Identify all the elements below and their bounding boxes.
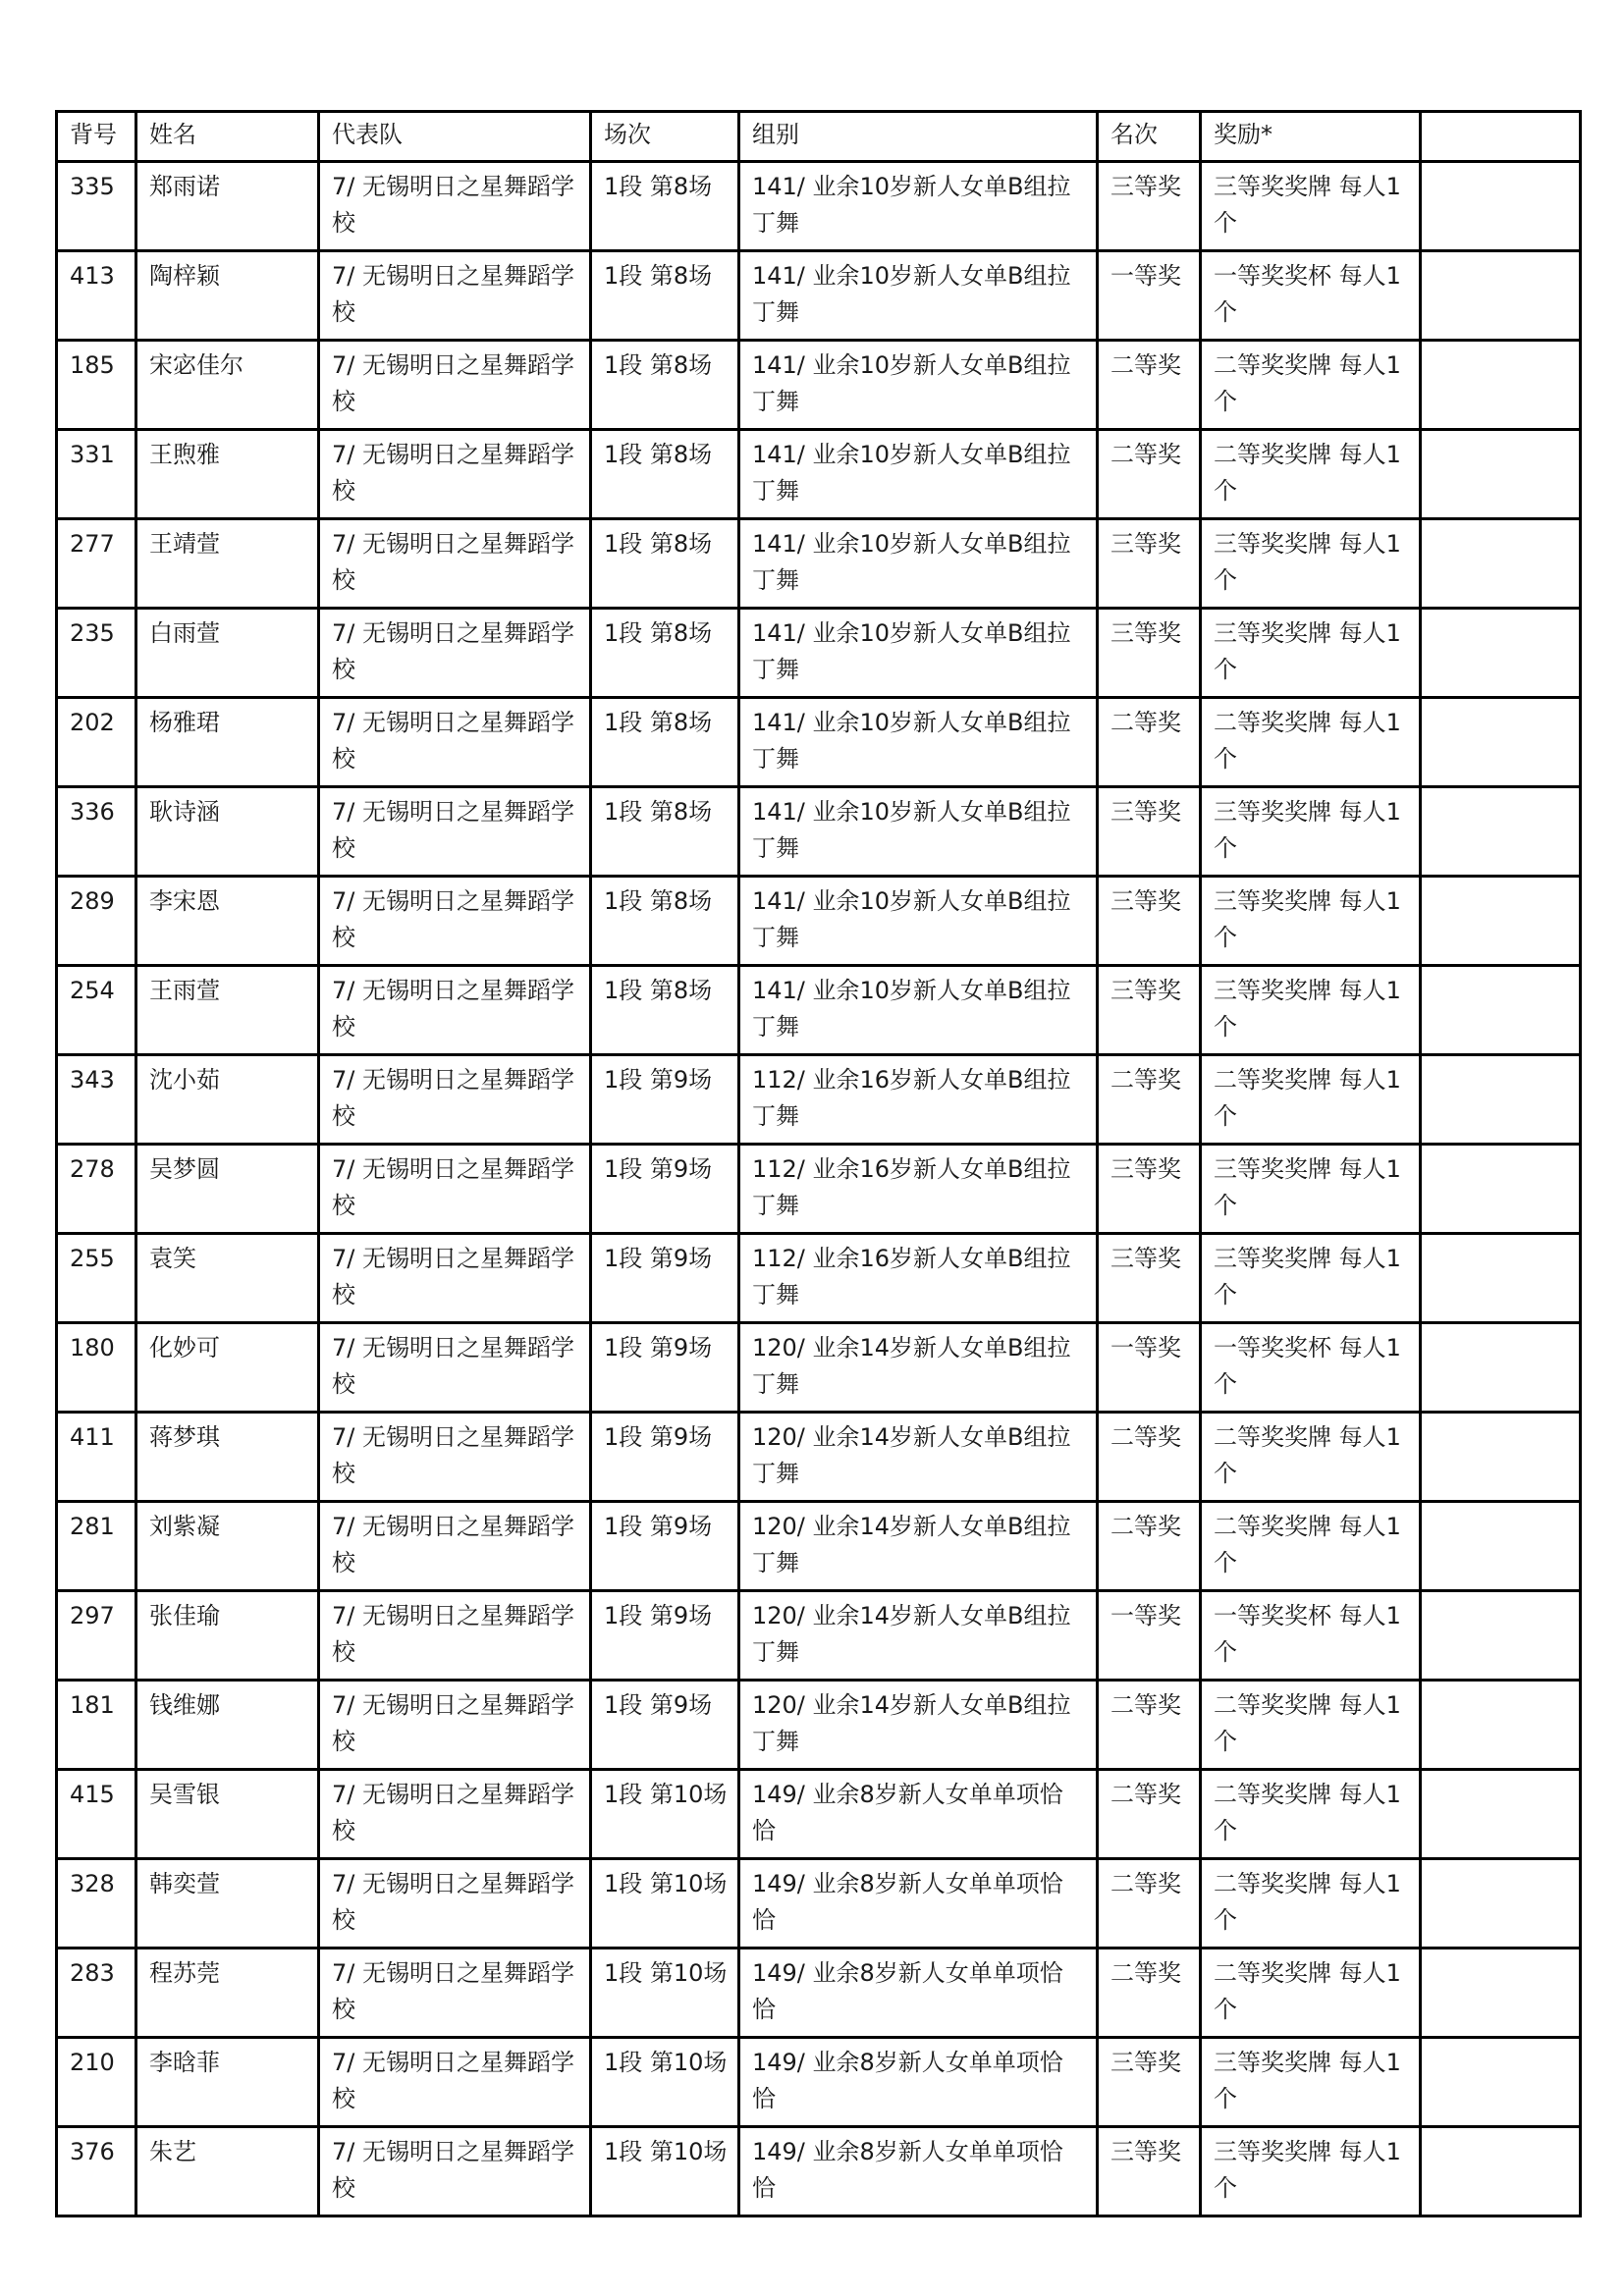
award-cell: 三等奖奖牌 每人1个	[1201, 519, 1421, 609]
name-cell: 李晗菲	[136, 2038, 319, 2127]
table-row	[57, 430, 1581, 519]
name-cell: 钱维娜	[136, 1681, 319, 1770]
team-cell: 7/ 无锡明日之星舞蹈学校	[319, 1413, 591, 1502]
session-cell: 1段 第9场	[591, 1502, 739, 1591]
session-cell: 1段 第10场	[591, 1770, 739, 1859]
group-cell: 141/ 业余10岁新人女单B组拉丁舞	[739, 698, 1098, 787]
team-cell: 7/ 无锡明日之星舞蹈学校	[319, 1234, 591, 1323]
blank-cell	[1421, 430, 1581, 519]
blank-cell	[1421, 1681, 1581, 1770]
award-cell: 二等奖奖牌 每人1个	[1201, 698, 1421, 787]
blank-cell	[1421, 1949, 1581, 2038]
team-cell: 7/ 无锡明日之星舞蹈学校	[319, 2127, 591, 2216]
name-cell: 王雨萱	[136, 966, 319, 1055]
bib-cell: 336	[57, 787, 136, 877]
name-cell: 王煦雅	[136, 430, 319, 519]
award-cell: 一等奖奖杯 每人1个	[1201, 251, 1421, 341]
bib-cell: 235	[57, 609, 136, 698]
session-cell: 1段 第9场	[591, 1145, 739, 1234]
bib-cell: 376	[57, 2127, 136, 2216]
team-cell: 7/ 无锡明日之星舞蹈学校	[319, 877, 591, 966]
table-row	[57, 1591, 1581, 1681]
session-cell: 1段 第10场	[591, 1859, 739, 1949]
results-table	[55, 110, 1582, 2217]
blank-cell	[1421, 519, 1581, 609]
group-cell: 141/ 业余10岁新人女单B组拉丁舞	[739, 341, 1098, 430]
session-cell: 1段 第10场	[591, 2038, 739, 2127]
team-cell: 7/ 无锡明日之星舞蹈学校	[319, 1591, 591, 1681]
rank-cell: 二等奖	[1098, 1681, 1201, 1770]
award-cell: 二等奖奖牌 每人1个	[1201, 341, 1421, 430]
table-row	[57, 162, 1581, 251]
name-cell: 耿诗涵	[136, 787, 319, 877]
group-cell: 149/ 业余8岁新人女单单项恰恰	[739, 1949, 1098, 2038]
table-row	[57, 1413, 1581, 1502]
team-cell: 7/ 无锡明日之星舞蹈学校	[319, 698, 591, 787]
table-row	[57, 251, 1581, 341]
bib-cell: 411	[57, 1413, 136, 1502]
group-cell: 141/ 业余10岁新人女单B组拉丁舞	[739, 877, 1098, 966]
bib-cell: 255	[57, 1234, 136, 1323]
team-cell: 7/ 无锡明日之星舞蹈学校	[319, 519, 591, 609]
table-row	[57, 1502, 1581, 1591]
rank-cell: 一等奖	[1098, 1591, 1201, 1681]
team-cell: 7/ 无锡明日之星舞蹈学校	[319, 1681, 591, 1770]
group-cell: 112/ 业余16岁新人女单B组拉丁舞	[739, 1145, 1098, 1234]
group-cell: 112/ 业余16岁新人女单B组拉丁舞	[739, 1234, 1098, 1323]
table-row	[57, 1770, 1581, 1859]
team-cell: 7/ 无锡明日之星舞蹈学校	[319, 1949, 591, 2038]
award-cell: 三等奖奖牌 每人1个	[1201, 966, 1421, 1055]
blank-cell	[1421, 162, 1581, 251]
blank-cell	[1421, 1502, 1581, 1591]
name-cell: 陶梓颖	[136, 251, 319, 341]
award-cell: 三等奖奖牌 每人1个	[1201, 787, 1421, 877]
blank-cell	[1421, 787, 1581, 877]
rank-cell: 三等奖	[1098, 966, 1201, 1055]
award-cell: 三等奖奖牌 每人1个	[1201, 609, 1421, 698]
rank-cell: 三等奖	[1098, 519, 1201, 609]
award-cell: 二等奖奖牌 每人1个	[1201, 1413, 1421, 1502]
name-cell: 张佳瑜	[136, 1591, 319, 1681]
rank-cell: 二等奖	[1098, 698, 1201, 787]
table-row	[57, 1949, 1581, 2038]
bib-cell: 278	[57, 1145, 136, 1234]
name-cell: 李宋恩	[136, 877, 319, 966]
bib-cell: 185	[57, 341, 136, 430]
award-cell: 二等奖奖牌 每人1个	[1201, 1502, 1421, 1591]
name-cell: 化妙可	[136, 1323, 319, 1413]
blank-cell	[1421, 251, 1581, 341]
table-row	[57, 1681, 1581, 1770]
name-cell: 宋宓佳尔	[136, 341, 319, 430]
group-cell: 141/ 业余10岁新人女单B组拉丁舞	[739, 609, 1098, 698]
header-rank: 名次	[1098, 112, 1201, 162]
bib-cell: 283	[57, 1949, 136, 2038]
rank-cell: 三等奖	[1098, 2127, 1201, 2216]
blank-cell	[1421, 1591, 1581, 1681]
table-row	[57, 2038, 1581, 2127]
blank-cell	[1421, 1859, 1581, 1949]
name-cell: 吴梦圆	[136, 1145, 319, 1234]
rank-cell: 一等奖	[1098, 251, 1201, 341]
blank-cell	[1421, 1770, 1581, 1859]
group-cell: 120/ 业余14岁新人女单B组拉丁舞	[739, 1591, 1098, 1681]
rank-cell: 二等奖	[1098, 1949, 1201, 2038]
bib-cell: 281	[57, 1502, 136, 1591]
table-row	[57, 519, 1581, 609]
rank-cell: 二等奖	[1098, 1859, 1201, 1949]
bib-cell: 254	[57, 966, 136, 1055]
rank-cell: 三等奖	[1098, 1234, 1201, 1323]
session-cell: 1段 第9场	[591, 1234, 739, 1323]
session-cell: 1段 第8场	[591, 609, 739, 698]
team-cell: 7/ 无锡明日之星舞蹈学校	[319, 1859, 591, 1949]
team-cell: 7/ 无锡明日之星舞蹈学校	[319, 1323, 591, 1413]
table-row	[57, 787, 1581, 877]
bib-cell: 413	[57, 251, 136, 341]
rank-cell: 三等奖	[1098, 162, 1201, 251]
table-body	[57, 162, 1581, 2216]
table-row	[57, 609, 1581, 698]
blank-cell	[1421, 1234, 1581, 1323]
name-cell: 袁笑	[136, 1234, 319, 1323]
award-cell: 二等奖奖牌 每人1个	[1201, 1681, 1421, 1770]
group-cell: 149/ 业余8岁新人女单单项恰恰	[739, 1770, 1098, 1859]
rank-cell: 三等奖	[1098, 787, 1201, 877]
header-row	[57, 112, 1581, 162]
award-cell: 二等奖奖牌 每人1个	[1201, 430, 1421, 519]
header-bib: 背号	[57, 112, 136, 162]
table-row	[57, 1859, 1581, 1949]
team-cell: 7/ 无锡明日之星舞蹈学校	[319, 430, 591, 519]
name-cell: 刘紫凝	[136, 1502, 319, 1591]
award-cell: 二等奖奖牌 每人1个	[1201, 1949, 1421, 2038]
bib-cell: 277	[57, 519, 136, 609]
award-cell: 三等奖奖牌 每人1个	[1201, 877, 1421, 966]
header-session: 场次	[591, 112, 739, 162]
bib-cell: 181	[57, 1681, 136, 1770]
session-cell: 1段 第8场	[591, 519, 739, 609]
table-row	[57, 1145, 1581, 1234]
award-cell: 三等奖奖牌 每人1个	[1201, 162, 1421, 251]
team-cell: 7/ 无锡明日之星舞蹈学校	[319, 609, 591, 698]
group-cell: 141/ 业余10岁新人女单B组拉丁舞	[739, 787, 1098, 877]
blank-cell	[1421, 609, 1581, 698]
team-cell: 7/ 无锡明日之星舞蹈学校	[319, 251, 591, 341]
award-cell: 二等奖奖牌 每人1个	[1201, 1770, 1421, 1859]
rank-cell: 二等奖	[1098, 1502, 1201, 1591]
table-row	[57, 341, 1581, 430]
rank-cell: 二等奖	[1098, 1413, 1201, 1502]
bib-cell: 415	[57, 1770, 136, 1859]
bib-cell: 202	[57, 698, 136, 787]
team-cell: 7/ 无锡明日之星舞蹈学校	[319, 341, 591, 430]
group-cell: 120/ 业余14岁新人女单B组拉丁舞	[739, 1413, 1098, 1502]
blank-cell	[1421, 1323, 1581, 1413]
session-cell: 1段 第10场	[591, 2127, 739, 2216]
award-cell: 一等奖奖杯 每人1个	[1201, 1323, 1421, 1413]
bib-cell: 210	[57, 2038, 136, 2127]
table-row	[57, 2127, 1581, 2216]
session-cell: 1段 第8场	[591, 698, 739, 787]
team-cell: 7/ 无锡明日之星舞蹈学校	[319, 1770, 591, 1859]
award-cell: 三等奖奖牌 每人1个	[1201, 1145, 1421, 1234]
header-award: 奖励*	[1201, 112, 1421, 162]
blank-cell	[1421, 2127, 1581, 2216]
session-cell: 1段 第9场	[591, 1681, 739, 1770]
team-cell: 7/ 无锡明日之星舞蹈学校	[319, 1145, 591, 1234]
award-cell: 三等奖奖牌 每人1个	[1201, 1234, 1421, 1323]
session-cell: 1段 第8场	[591, 966, 739, 1055]
session-cell: 1段 第9场	[591, 1591, 739, 1681]
session-cell: 1段 第9场	[591, 1323, 739, 1413]
session-cell: 1段 第9场	[591, 1055, 739, 1145]
award-cell: 二等奖奖牌 每人1个	[1201, 1055, 1421, 1145]
table-row	[57, 1055, 1581, 1145]
bib-cell: 335	[57, 162, 136, 251]
team-cell: 7/ 无锡明日之星舞蹈学校	[319, 2038, 591, 2127]
bib-cell: 180	[57, 1323, 136, 1413]
rank-cell: 三等奖	[1098, 1145, 1201, 1234]
team-cell: 7/ 无锡明日之星舞蹈学校	[319, 966, 591, 1055]
name-cell: 韩奕萱	[136, 1859, 319, 1949]
group-cell: 112/ 业余16岁新人女单B组拉丁舞	[739, 1055, 1098, 1145]
team-cell: 7/ 无锡明日之星舞蹈学校	[319, 1055, 591, 1145]
blank-cell	[1421, 877, 1581, 966]
blank-cell	[1421, 1055, 1581, 1145]
blank-cell	[1421, 966, 1581, 1055]
session-cell: 1段 第9场	[591, 1413, 739, 1502]
name-cell: 蒋梦琪	[136, 1413, 319, 1502]
group-cell: 149/ 业余8岁新人女单单项恰恰	[739, 1859, 1098, 1949]
rank-cell: 三等奖	[1098, 877, 1201, 966]
session-cell: 1段 第8场	[591, 877, 739, 966]
group-cell: 141/ 业余10岁新人女单B组拉丁舞	[739, 162, 1098, 251]
table-row	[57, 877, 1581, 966]
name-cell: 沈小茹	[136, 1055, 319, 1145]
session-cell: 1段 第10场	[591, 1949, 739, 2038]
table-row	[57, 1234, 1581, 1323]
session-cell: 1段 第8场	[591, 251, 739, 341]
group-cell: 141/ 业余10岁新人女单B组拉丁舞	[739, 430, 1098, 519]
header-name: 姓名	[136, 112, 319, 162]
bib-cell: 297	[57, 1591, 136, 1681]
name-cell: 吴雪银	[136, 1770, 319, 1859]
group-cell: 120/ 业余14岁新人女单B组拉丁舞	[739, 1681, 1098, 1770]
blank-cell	[1421, 698, 1581, 787]
table-header	[57, 112, 1581, 162]
bib-cell: 328	[57, 1859, 136, 1949]
session-cell: 1段 第8场	[591, 162, 739, 251]
group-cell: 120/ 业余14岁新人女单B组拉丁舞	[739, 1502, 1098, 1591]
name-cell: 杨雅珺	[136, 698, 319, 787]
rank-cell: 二等奖	[1098, 430, 1201, 519]
table-row	[57, 966, 1581, 1055]
blank-cell	[1421, 2038, 1581, 2127]
blank-cell	[1421, 341, 1581, 430]
name-cell: 程苏莞	[136, 1949, 319, 2038]
bib-cell: 289	[57, 877, 136, 966]
table-row	[57, 1323, 1581, 1413]
session-cell: 1段 第8场	[591, 787, 739, 877]
award-cell: 三等奖奖牌 每人1个	[1201, 2127, 1421, 2216]
name-cell: 白雨萱	[136, 609, 319, 698]
name-cell: 朱艺	[136, 2127, 319, 2216]
group-cell: 149/ 业余8岁新人女单单项恰恰	[739, 2038, 1098, 2127]
group-cell: 141/ 业余10岁新人女单B组拉丁舞	[739, 966, 1098, 1055]
award-cell: 二等奖奖牌 每人1个	[1201, 1859, 1421, 1949]
name-cell: 王靖萱	[136, 519, 319, 609]
header-team: 代表队	[319, 112, 591, 162]
team-cell: 7/ 无锡明日之星舞蹈学校	[319, 162, 591, 251]
bib-cell: 331	[57, 430, 136, 519]
name-cell: 郑雨诺	[136, 162, 319, 251]
rank-cell: 二等奖	[1098, 1770, 1201, 1859]
bib-cell: 343	[57, 1055, 136, 1145]
group-cell: 141/ 业余10岁新人女单B组拉丁舞	[739, 251, 1098, 341]
rank-cell: 二等奖	[1098, 341, 1201, 430]
rank-cell: 二等奖	[1098, 1055, 1201, 1145]
blank-cell	[1421, 1145, 1581, 1234]
award-cell: 一等奖奖杯 每人1个	[1201, 1591, 1421, 1681]
session-cell: 1段 第8场	[591, 341, 739, 430]
header-blank	[1421, 112, 1581, 162]
rank-cell: 一等奖	[1098, 1323, 1201, 1413]
group-cell: 141/ 业余10岁新人女单B组拉丁舞	[739, 519, 1098, 609]
team-cell: 7/ 无锡明日之星舞蹈学校	[319, 787, 591, 877]
group-cell: 149/ 业余8岁新人女单单项恰恰	[739, 2127, 1098, 2216]
blank-cell	[1421, 1413, 1581, 1502]
team-cell: 7/ 无锡明日之星舞蹈学校	[319, 1502, 591, 1591]
award-cell: 三等奖奖牌 每人1个	[1201, 2038, 1421, 2127]
session-cell: 1段 第8场	[591, 430, 739, 519]
header-group: 组别	[739, 112, 1098, 162]
rank-cell: 三等奖	[1098, 2038, 1201, 2127]
table-row	[57, 698, 1581, 787]
rank-cell: 三等奖	[1098, 609, 1201, 698]
group-cell: 120/ 业余14岁新人女单B组拉丁舞	[739, 1323, 1098, 1413]
